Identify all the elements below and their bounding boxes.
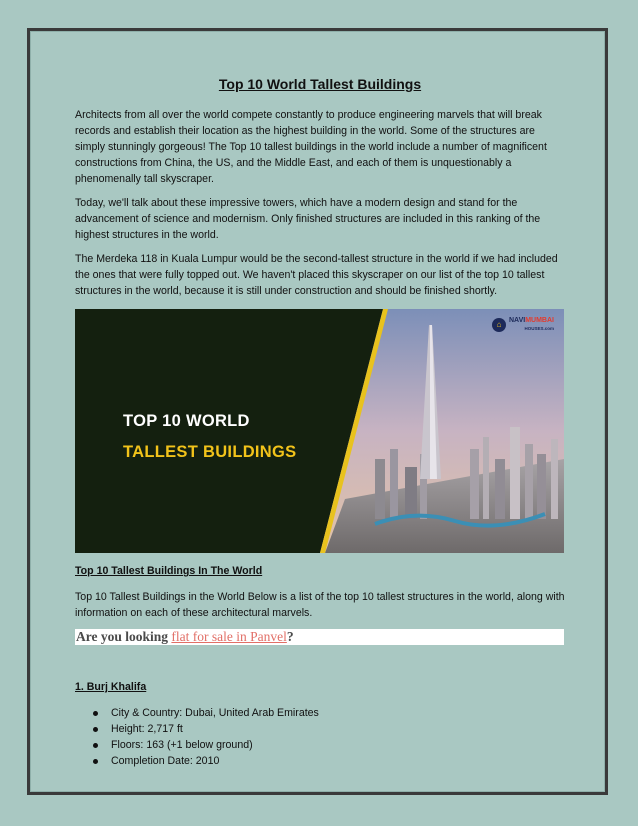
brand-logo bbox=[492, 317, 554, 333]
section-paragraph: Top 10 Tallest Buildings in the World Below is a list of the top 10 tallest structures in the world, along with information on each of these architectural marvels. bbox=[75, 591, 565, 619]
cta-suffix: ? bbox=[286, 629, 294, 644]
hero-illustration bbox=[75, 309, 564, 553]
logo-accent-text: MUMBAI bbox=[525, 317, 554, 324]
hero-title-line1: TOP 10 WORLD bbox=[123, 412, 250, 430]
intro-paragraph: Architects from all over the world compete constantly to produce engineering marvels that will break records and establish their location as the highest building in the world. Some of the structures are simply stunningly gorgeous! The Top 10 tallest buildings in the world include a number of magnificent constructions from China, the US, and the Middle East, and each of them is unquestionably a phenomenally tall skyscraper. bbox=[75, 109, 547, 185]
document-title: Top 10 World Tallest Buildings bbox=[218, 76, 422, 92]
fact-city-country: City & Country: Dubai, United Arab Emirates bbox=[111, 705, 565, 721]
logo-icon: ⌂ bbox=[492, 318, 506, 332]
fact-floors: Floors: 163 (+1 below ground) bbox=[111, 737, 565, 753]
building-heading: 1. Burj Khalifa bbox=[75, 681, 147, 693]
second-paragraph: Today, we'll talk about these impressive towers, which have a modern design and stand for the advancement of science and modernism. Only finished structures are included in this ranking of the highest structures in the world. bbox=[75, 197, 541, 241]
hero-title-line2: TALLEST BUILDINGS bbox=[123, 443, 297, 461]
fact-height: Height: 2,717 ft bbox=[111, 721, 565, 737]
cta-banner bbox=[75, 629, 564, 645]
building-facts-list bbox=[75, 705, 565, 769]
cta-link[interactable]: flat for sale in Panvel bbox=[171, 629, 287, 644]
logo-subtext: HOUSES.com bbox=[524, 326, 554, 331]
logo-text bbox=[509, 317, 554, 333]
cta-prefix: Are you looking bbox=[76, 629, 172, 644]
section-heading: Top 10 Tallest Buildings In The World bbox=[75, 565, 263, 577]
document-body bbox=[75, 76, 565, 769]
hero-banner-image bbox=[75, 309, 564, 553]
fact-completion-date: Completion Date: 2010 bbox=[111, 753, 565, 769]
logo-main-text: NAVI bbox=[509, 317, 526, 324]
third-paragraph: The Merdeka 118 in Kuala Lumpur would be the second-tallest structure in the world if we had included the ones that were fully topped out. We haven't placed this skyscraper on our list of the top 10 tallest structures in the world, because it is still under construction and should be finished shortly. bbox=[75, 253, 558, 297]
